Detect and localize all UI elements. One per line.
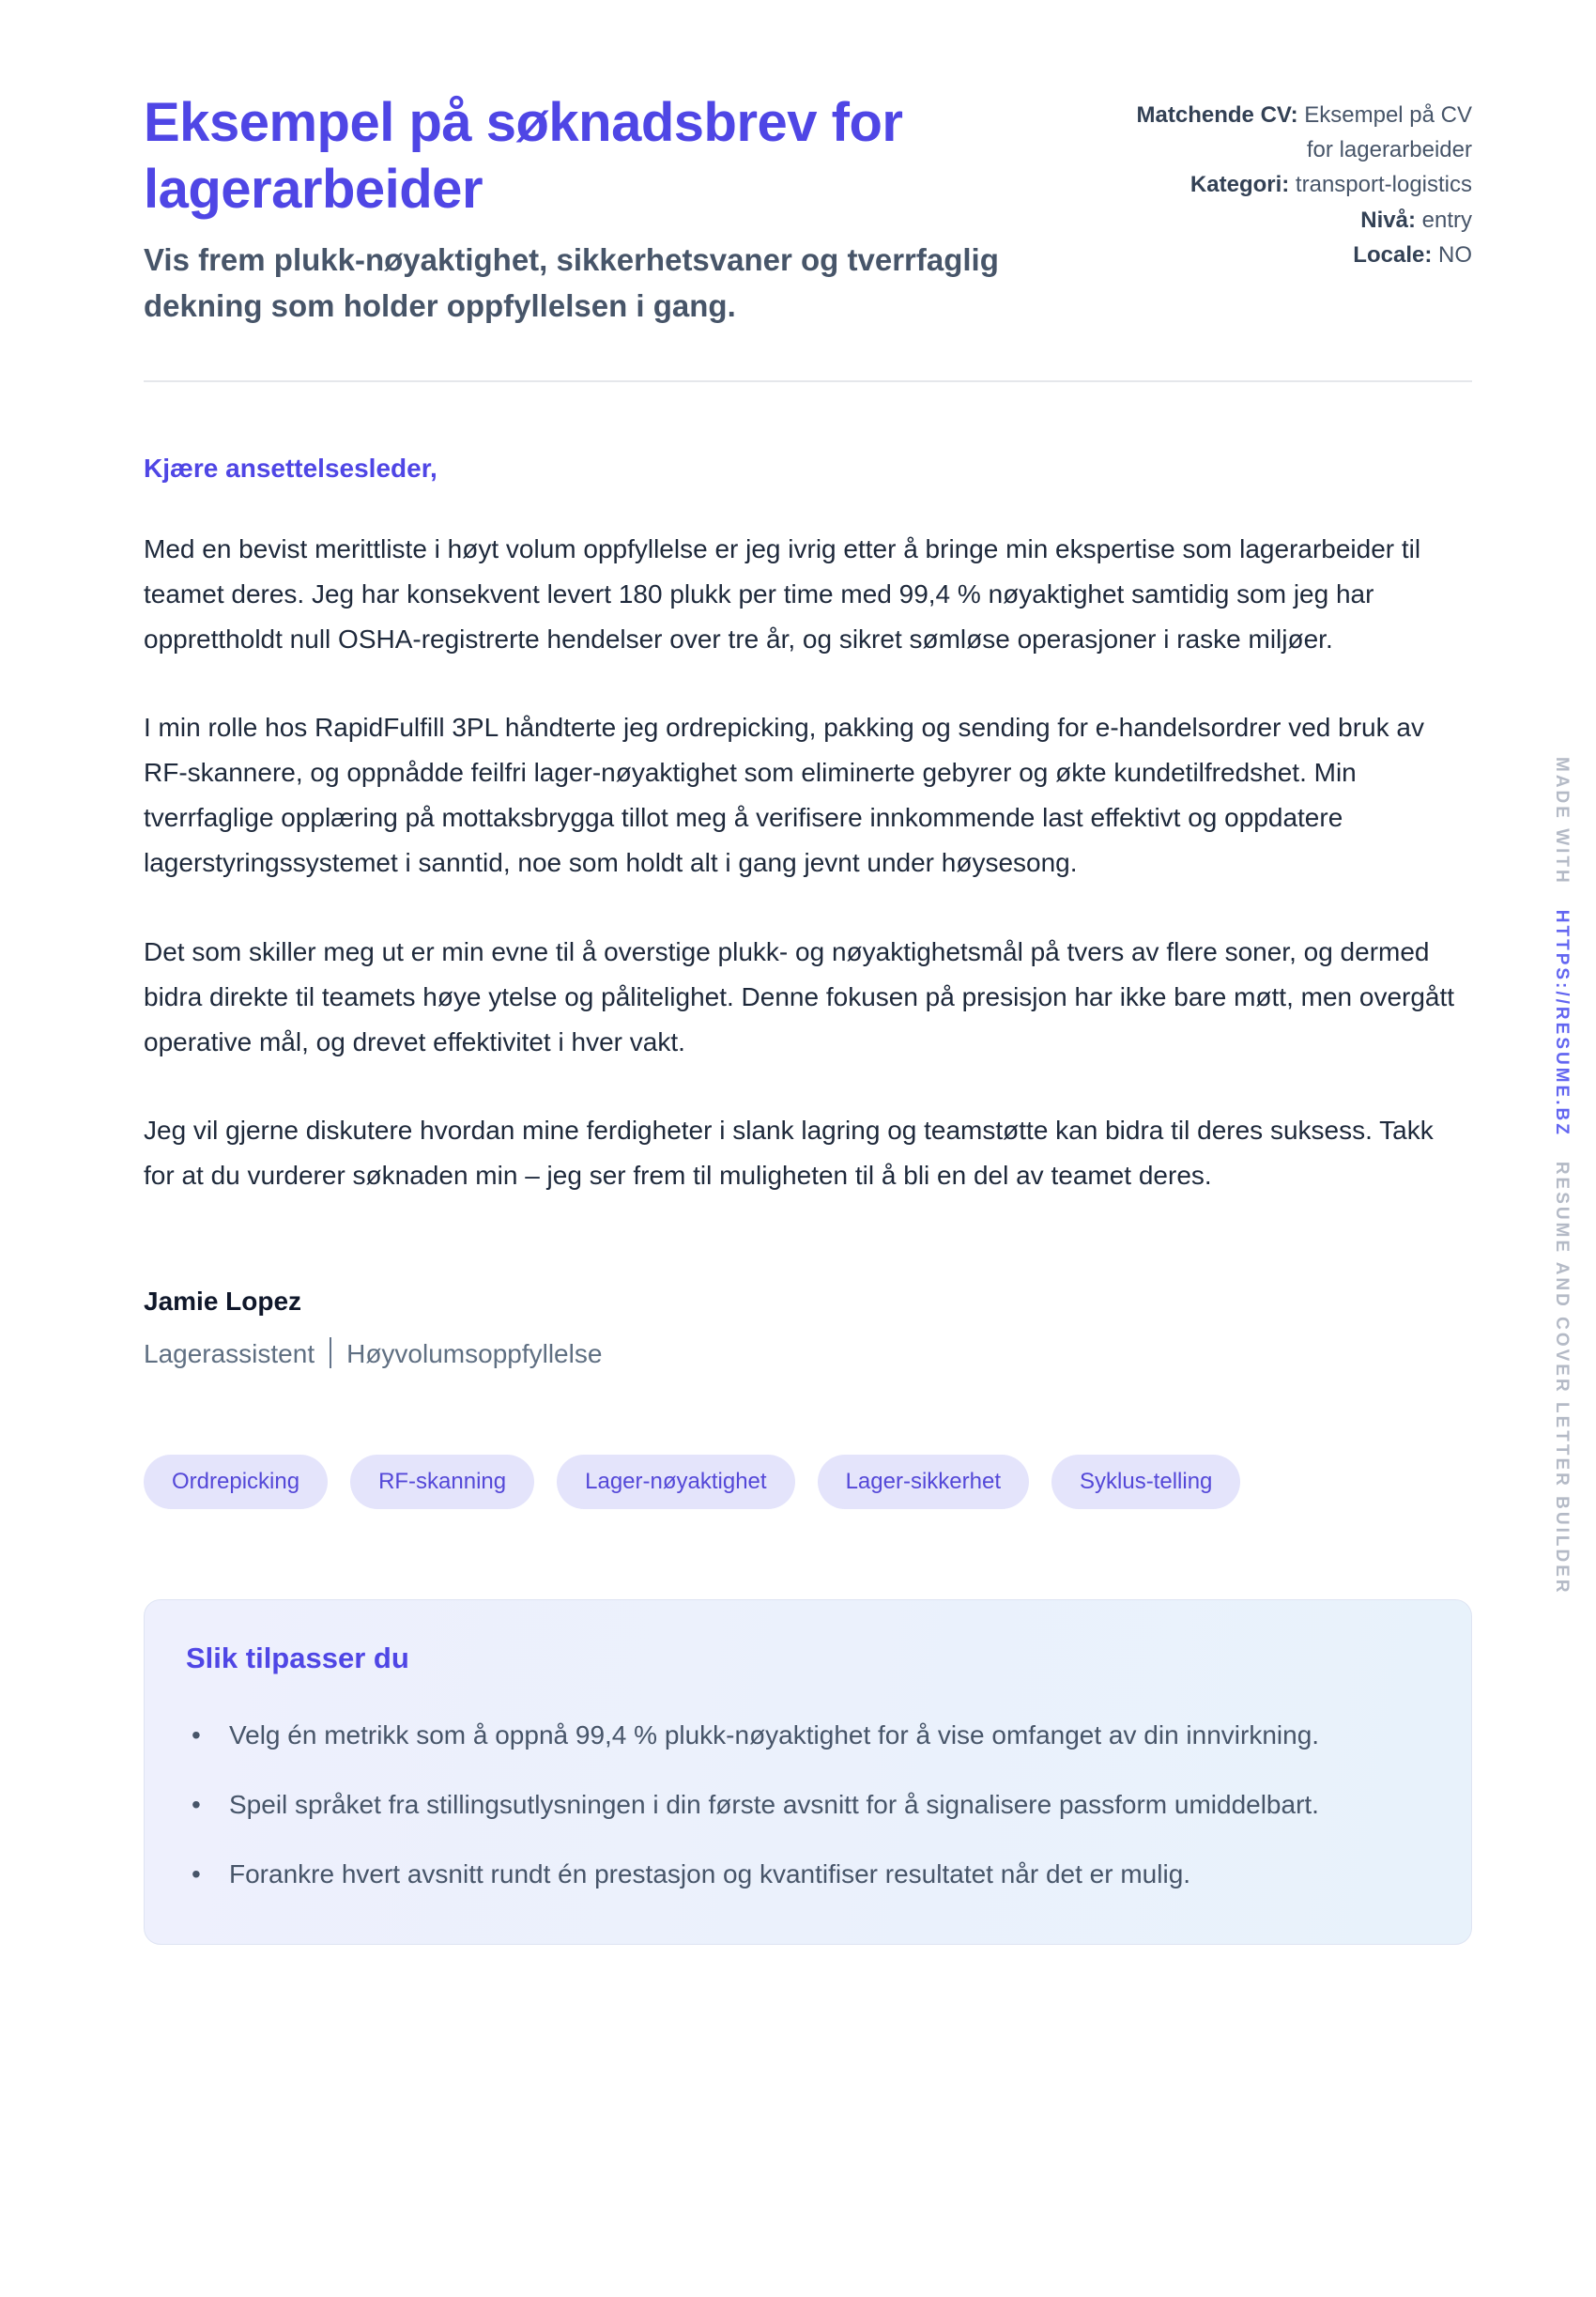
meta-row: Locale: NO — [1353, 241, 1472, 268]
header-left — [144, 90, 1045, 330]
meta-label: Nivå: — [1360, 207, 1416, 233]
watermark-suffix: RESUME AND COVER LETTER BUILDER — [1552, 1161, 1572, 1596]
letter-greeting: Kjære ansettelsesleder, — [144, 453, 437, 483]
watermark — [1551, 757, 1572, 1596]
tips-list — [186, 1713, 1426, 1897]
meta-row: Nivå: entry — [1360, 207, 1472, 233]
letter-body — [144, 527, 1472, 1199]
header — [144, 90, 1472, 330]
meta-row: Kategori: transport-logistics — [1189, 172, 1472, 198]
tag-pill: RF-skanning — [350, 1455, 534, 1509]
tag-pill: Syklus-telling — [1051, 1455, 1240, 1509]
tip-item: • Forankre hvert avsnitt rundt én prestasjon og kvantifiser resultatet når det er mulig. — [186, 1852, 1426, 1897]
letter-paragraph: Det som skiller meg ut er min evne til å overstige plukk- og nøyaktighetsmål på tvers av flere soner, og dermed bidra direkte til teamets høye ytelse og pålitelighet. Denne fokusen på presisjon har ikke bare møtt, men overgått operative mål, og drevet effektivitet i hver vakt. — [144, 936, 1455, 1056]
letter-paragraph: Med en bevist merittliste i høyt volum oppfyllelse er jeg ivrig etter å bringe min ekspertise som lagerarbeider til teamet deres. Jeg har konsekvent levert 180 plukk per time med 99,4 % nøyaktighet samtidig som jeg har opprettholdt null OSHA-registrerte hendelser over tre år, og sikret sømløse operasjoner i raske miljøer. — [144, 533, 1421, 654]
meta-row: Matchende CV: Eksempel på CV for lagerarbeider — [1136, 102, 1472, 163]
tag-pill: Ordrepicking — [144, 1455, 328, 1509]
signature-role — [144, 1337, 1472, 1369]
page-title: Eksempel på søknadsbrev for lagerarbeider — [144, 92, 903, 220]
meta-list — [1125, 98, 1472, 272]
signature-name: Jamie Lopez — [144, 1287, 302, 1317]
watermark-prefix: MADE WITH — [1552, 757, 1572, 886]
signature-role-secondary: Høyvolumsoppfyllelse — [346, 1339, 603, 1369]
tip-item: • Speil språket fra stillingsutlysningen i din første avsnitt for å signalisere passform umiddelbart. — [186, 1782, 1426, 1827]
tag-list — [144, 1455, 1472, 1509]
signature-role-primary: Lagerassistent — [144, 1339, 315, 1369]
page-subtitle: Vis frem plukk-nøyaktighet, sikkerhetsvaner og tverrfaglig dekning som holder oppfyllelsen i gang. — [144, 241, 999, 323]
watermark-link[interactable]: HTTPS://RESUME.BZ — [1552, 909, 1572, 1137]
signature — [144, 1287, 1472, 1369]
divider — [144, 380, 1472, 382]
meta-label: Kategori: — [1189, 172, 1290, 198]
tip-item: • Velg én metrikk som å oppnå 99,4 % plukk-nøyaktighet for å vise omfanget av din innvirkning. — [186, 1713, 1426, 1758]
tag-pill: Lager-sikkerhet — [818, 1455, 1029, 1509]
tips-box — [144, 1599, 1472, 1945]
tips-heading: Slik tilpasser du — [186, 1641, 409, 1674]
tag-pill: Lager-nøyaktighet — [557, 1455, 794, 1509]
letter-paragraph: I min rolle hos RapidFulfill 3PL håndterte jeg ordrepicking, pakking og sending for e-handelsordrer ved bruk av RF-skannere, og oppnådde feilfri lager-nøyaktighet som eliminerte gebyrer og økte kundetilfredshet. Min tverrfaglige opplæring på mottaksbrygga tillot meg å verifisere innkommende last effektivt og oppdatere lagerstyringssystemet i sanntid, noe som holdt alt i gang jevnt under høysesong. — [144, 712, 1424, 878]
meta-label: Locale: — [1353, 241, 1433, 268]
meta-label: Matchende CV: — [1136, 102, 1298, 128]
role-pipe-divider — [330, 1337, 331, 1367]
letter-paragraph: Jeg vil gjerne diskutere hvordan mine ferdigheter i slank lagring og teamstøtte kan bidra til deres suksess. Takk for at du vurderer søknaden min – jeg ser frem til muligheten til å bli en del av teamet deres. — [144, 1116, 1434, 1191]
